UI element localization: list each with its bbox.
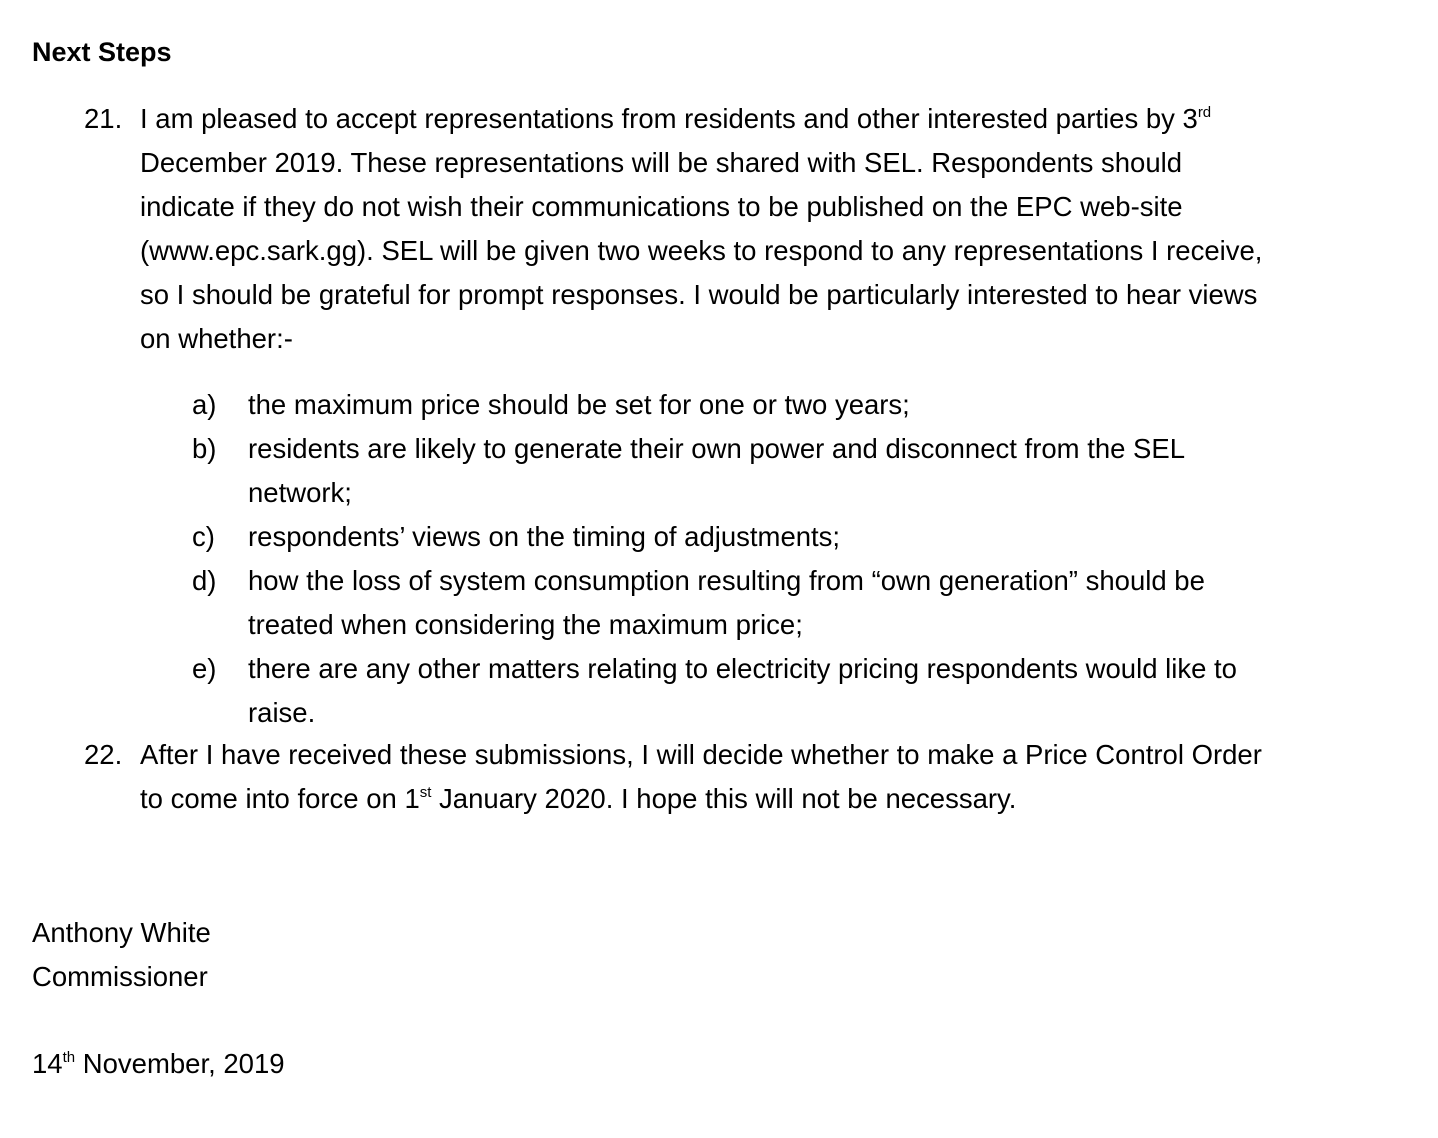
signatory-role: Commissioner — [32, 961, 208, 992]
sub-item-list — [192, 383, 1237, 735]
paragraph-21 — [84, 97, 1263, 361]
list-item-text: how the loss of system consumption resulting from “own generation” should be — [248, 565, 1205, 596]
list-item-text: there are any other matters relating to electricity pricing respondents would like to — [248, 653, 1237, 684]
paragraph-text: January 2020. I hope this will not be necessary. — [431, 783, 1017, 814]
paragraph-line — [140, 777, 1262, 821]
ordinal-suffix: st — [419, 783, 432, 801]
paragraph-line: on whether:- — [140, 323, 293, 354]
list-item-text: the maximum price should be set for one or two years; — [248, 389, 910, 420]
paragraph-text: I am pleased to accept representations from residents and other interested parties by 3 — [140, 103, 1198, 134]
list-item-text: residents are likely to generate their own power and disconnect from the SEL — [248, 433, 1186, 464]
list-item — [192, 515, 1237, 559]
paragraph-line: December 2019. These representations will be shared with SEL. Respondents should — [140, 147, 1183, 178]
list-item — [192, 427, 1237, 515]
date-rest: November, 2019 — [75, 1048, 285, 1079]
ordinal-suffix: rd — [1197, 103, 1212, 121]
paragraph-line — [140, 97, 1262, 141]
list-marker: b) — [192, 433, 217, 464]
paragraph-22 — [84, 733, 1262, 821]
document-date — [32, 1042, 285, 1086]
list-item-text: respondents’ views on the timing of adjustments; — [248, 521, 841, 552]
signatory-name: Anthony White — [32, 917, 211, 948]
ordinal-suffix: th — [62, 1048, 76, 1066]
paragraph-text: to come into force on 1 — [140, 783, 420, 814]
list-marker: d) — [192, 565, 217, 596]
list-marker: a) — [192, 389, 217, 420]
list-item-text: network; — [248, 477, 352, 508]
paragraph-line: so I should be grateful for prompt responses. I would be particularly interested to hear views — [140, 279, 1258, 310]
list-item — [192, 383, 1237, 427]
paragraph-line: After I have received these submissions, I will decide whether to make a Price Control Order — [140, 739, 1262, 770]
date-day: 14 — [32, 1048, 63, 1079]
list-marker: c) — [192, 521, 215, 552]
paragraph-number: 22. — [84, 739, 123, 770]
list-marker: e) — [192, 653, 217, 684]
list-item-text: treated when considering the maximum price; — [248, 609, 803, 640]
list-item — [192, 647, 1237, 735]
list-item — [192, 559, 1237, 647]
paragraph-number: 21. — [84, 103, 123, 134]
paragraph-line: indicate if they do not wish their communications to be published on the EPC web-site — [140, 191, 1183, 222]
list-item-text: raise. — [248, 697, 316, 728]
section-heading: Next Steps — [32, 37, 172, 67]
paragraph-line: (www.epc.sark.gg). SEL will be given two weeks to respond to any representations I receive, — [140, 235, 1263, 266]
